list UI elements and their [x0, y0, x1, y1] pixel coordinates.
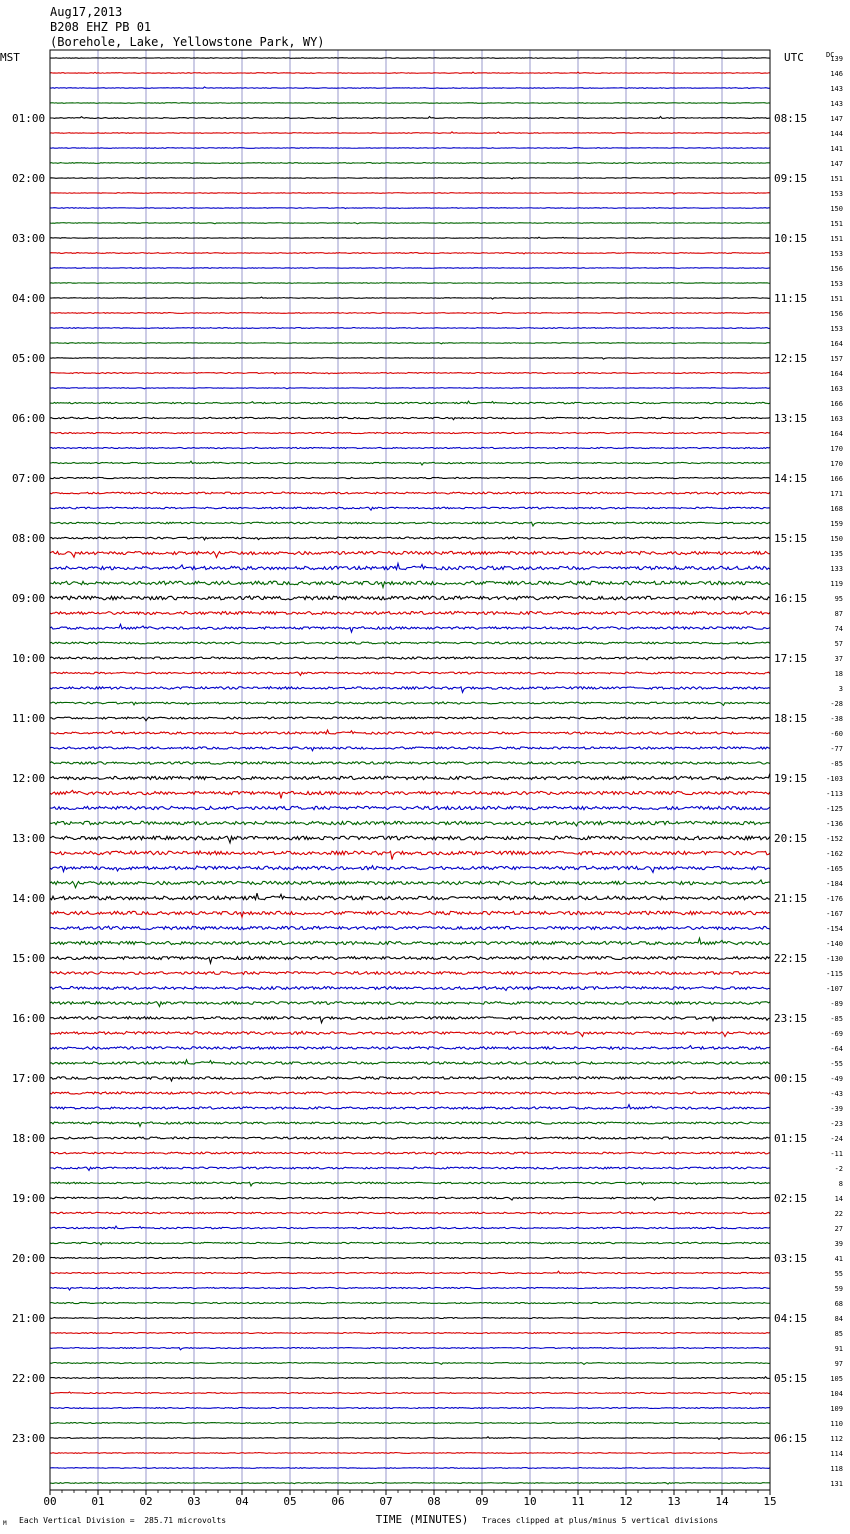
trace-line [50, 563, 770, 569]
dc-offset-label: 170 [830, 460, 843, 468]
dc-offset-label: -152 [826, 835, 843, 843]
dc-offset-label: 144 [830, 130, 843, 138]
x-tick-label: 14 [715, 1495, 729, 1508]
trace-line [50, 1031, 770, 1036]
utc-hour-label: 03:15 [774, 1252, 808, 1265]
trace-line [50, 1092, 770, 1094]
utc-hour-label: 06:15 [774, 1432, 808, 1445]
dc-offset-label: 156 [830, 310, 843, 318]
mst-hour-label: 17:00 [12, 1072, 46, 1085]
dc-offset-label: 84 [834, 1315, 843, 1323]
mst-hour-label: 08:00 [12, 532, 46, 545]
dc-offset-label: 135 [830, 550, 843, 558]
trace-line [50, 283, 770, 284]
dc-offset-label: 166 [830, 400, 843, 408]
trace-line [50, 148, 770, 149]
trace-line [50, 208, 770, 209]
trace-line [50, 522, 770, 526]
utc-hour-label: 21:15 [774, 892, 808, 905]
dc-offset-label: 39 [834, 1240, 843, 1248]
x-tick-label: 10 [523, 1495, 537, 1508]
mst-hour-label: 12:00 [12, 772, 46, 785]
dc-offset-label: 105 [830, 1375, 843, 1383]
utc-hour-label: 05:15 [774, 1372, 808, 1385]
dc-offset-label: 143 [830, 85, 843, 93]
trace-line [50, 87, 770, 89]
trace-line [50, 747, 770, 751]
trace-line [50, 388, 770, 389]
trace-line [50, 163, 770, 164]
trace-line [50, 551, 770, 557]
trace-line [50, 821, 770, 826]
dc-offset-label: 143 [830, 100, 843, 108]
dc-offset-label: -136 [826, 820, 843, 828]
mst-hour-label: 15:00 [12, 952, 46, 965]
mst-hour-label: 02:00 [12, 172, 46, 185]
x-tick-label: 08 [427, 1495, 441, 1508]
dc-offset-label: 133 [830, 565, 843, 573]
utc-hour-label: 04:15 [774, 1312, 808, 1325]
dc-offset-label: -154 [826, 925, 843, 933]
dc-offset-label: 41 [834, 1255, 843, 1263]
dc-offset-label: 87 [834, 610, 843, 618]
dc-offset-label: -130 [826, 955, 843, 963]
utc-hour-label: 00:15 [774, 1072, 808, 1085]
mst-hour-label: 19:00 [12, 1192, 46, 1205]
trace-line [50, 1437, 770, 1440]
dc-offset-label: 151 [830, 175, 843, 183]
trace-line [50, 806, 770, 809]
x-tick-label: 13 [667, 1495, 681, 1508]
vertical-division-note: Each Vertical Division = 285.71 microvolts [19, 1516, 227, 1525]
trace-line [50, 1392, 770, 1394]
trace-line [50, 773, 770, 779]
trace-line [50, 1302, 770, 1303]
dc-offset-label: -176 [826, 895, 843, 903]
mst-hour-label: 07:00 [12, 472, 46, 485]
dc-offset-label: 150 [830, 535, 843, 543]
dc-offset-label: -85 [830, 1015, 843, 1023]
dc-offset-label: -64 [830, 1045, 843, 1053]
dc-offset-label: -89 [830, 1000, 843, 1008]
dc-offset-label: 8 [838, 1180, 843, 1188]
mst-hour-label: 03:00 [12, 232, 46, 245]
utc-hour-label: 13:15 [774, 412, 808, 425]
trace-line [50, 343, 770, 344]
trace-line [50, 132, 770, 133]
utc-hour-label: 16:15 [774, 592, 808, 605]
x-tick-label: 02 [139, 1495, 153, 1508]
trace-line [50, 1377, 770, 1379]
trace-line [50, 730, 770, 734]
utc-hour-label: 22:15 [774, 952, 808, 965]
mst-hour-label: 21:00 [12, 1312, 46, 1325]
trace-line [50, 1332, 770, 1333]
trace-line [50, 492, 770, 494]
utc-hour-label: 02:15 [774, 1192, 808, 1205]
mst-hour-label: 22:00 [12, 1372, 46, 1385]
dc-offset-label: 3 [838, 685, 843, 693]
trace-line [50, 401, 770, 404]
trace-line [50, 1453, 770, 1454]
dc-offset-label: -162 [826, 850, 843, 858]
mst-hour-label: 06:00 [12, 412, 46, 425]
dc-offset-label: -43 [830, 1090, 843, 1098]
trace-line [50, 1226, 770, 1229]
trace-line [50, 72, 770, 73]
mst-axis-label: MST [0, 51, 20, 64]
dc-offset-label: 157 [830, 355, 843, 363]
trace-line [50, 762, 770, 765]
trace-line [50, 1212, 770, 1214]
trace-line [50, 702, 770, 706]
dc-offset-label: 112 [830, 1435, 843, 1443]
dc-offset-label: -165 [826, 865, 843, 873]
trace-line [50, 611, 770, 614]
dc-offset-label: -11 [830, 1150, 843, 1158]
dc-offset-label: -85 [830, 760, 843, 768]
dc-offset-label: -23 [830, 1120, 843, 1128]
dc-offset-label: 55 [834, 1270, 843, 1278]
utc-hour-label: 18:15 [774, 712, 808, 725]
dc-offset-label: 104 [830, 1390, 843, 1398]
dc-offset-label: 168 [830, 505, 843, 513]
trace-line [50, 790, 770, 798]
dc-offset-label: 97 [834, 1360, 843, 1368]
trace-group [50, 58, 770, 1484]
trace-line [50, 1347, 770, 1349]
dc-axis-label: DC [826, 51, 835, 59]
dc-offset-label: 110 [830, 1420, 843, 1428]
clipping-note: Traces clipped at plus/minus 5 vertical divisions [482, 1516, 719, 1525]
trace-line [50, 253, 770, 254]
dc-offset-label: 163 [830, 385, 843, 393]
dc-offset-label: 109 [830, 1405, 843, 1413]
trace-line [50, 417, 770, 419]
trace-line [50, 313, 770, 314]
dc-offset-label: 27 [834, 1225, 843, 1233]
utc-hour-label: 09:15 [774, 172, 808, 185]
dc-offset-label: 163 [830, 415, 843, 423]
dc-offset-label: 166 [830, 475, 843, 483]
mst-hour-label: 23:00 [12, 1432, 46, 1445]
trace-line [50, 851, 770, 860]
dc-offset-label: 147 [830, 115, 843, 123]
dc-offset-label: -38 [830, 715, 843, 723]
x-tick-label: 09 [475, 1495, 489, 1508]
dc-offset-label: -28 [830, 700, 843, 708]
trace-line [50, 926, 770, 929]
mst-hour-label: 09:00 [12, 592, 46, 605]
trace-line [50, 268, 770, 269]
trace-line [50, 911, 770, 917]
x-tick-label: 04 [235, 1495, 249, 1508]
mst-hour-label: 18:00 [12, 1132, 46, 1145]
trace-line [50, 1105, 770, 1109]
dc-offset-label: -140 [826, 940, 843, 948]
dc-offset-label: -69 [830, 1030, 843, 1038]
trace-line [50, 223, 770, 224]
trace-line [50, 237, 770, 238]
x-tick-label: 06 [331, 1495, 345, 1508]
station-label: B208 EHZ PB 01 [50, 20, 152, 34]
dc-offset-label: 91 [834, 1345, 843, 1353]
trace-line [50, 624, 770, 632]
trace-line [50, 1197, 770, 1200]
trace-line [50, 687, 770, 693]
utc-hour-label: 23:15 [774, 1012, 808, 1025]
dc-offset-label: 146 [830, 70, 843, 78]
mst-hour-label: 01:00 [12, 112, 46, 125]
trace-line [50, 1152, 770, 1154]
dc-offset-label: 119 [830, 580, 843, 588]
dc-offset-label: 139 [830, 55, 843, 63]
dc-offset-label: 153 [830, 325, 843, 333]
mst-hour-label: 11:00 [12, 712, 46, 725]
mst-hour-label: 04:00 [12, 292, 46, 305]
dc-offset-label: -55 [830, 1060, 843, 1068]
trace-line [50, 657, 770, 660]
dc-offset-label: 164 [830, 370, 843, 378]
trace-line [50, 893, 770, 900]
dc-offset-label: 151 [830, 235, 843, 243]
dc-offset-label: -39 [830, 1105, 843, 1113]
trace-line [50, 1182, 770, 1186]
trace-line [50, 461, 770, 465]
trace-line [50, 880, 770, 888]
dc-offset-label: 114 [830, 1450, 843, 1458]
x-tick-label: 05 [283, 1495, 297, 1508]
x-tick-label: 00 [43, 1495, 57, 1508]
x-tick-label: 11 [571, 1495, 585, 1508]
dc-offset-label: 164 [830, 430, 843, 438]
dc-offset-label: 131 [830, 1480, 843, 1488]
dc-offset-label: 141 [830, 145, 843, 153]
trace-line [50, 328, 770, 329]
mst-hour-label: 16:00 [12, 1012, 46, 1025]
trace-line [50, 1060, 770, 1064]
dc-offset-label: 147 [830, 160, 843, 168]
dc-offset-label: 153 [830, 280, 843, 288]
dc-offset-label: 22 [834, 1210, 843, 1218]
trace-line [50, 507, 770, 510]
mst-hour-label: 14:00 [12, 892, 46, 905]
dc-offset-label: 68 [834, 1300, 843, 1308]
x-tick-label: 01 [91, 1495, 105, 1508]
trace-line [50, 717, 770, 721]
utc-hour-label: 10:15 [774, 232, 808, 245]
trace-line [50, 1423, 770, 1424]
trace-line [50, 193, 770, 194]
date-label: Aug17,2013 [50, 5, 123, 19]
location-label: (Borehole, Lake, Yellowstone Park, WY) [50, 35, 325, 49]
dc-offset-label: -107 [826, 985, 843, 993]
trace-line [50, 1407, 770, 1408]
trace-line [50, 103, 770, 104]
dc-offset-label: 37 [834, 655, 843, 663]
trace-line [50, 1257, 770, 1258]
trace-line [50, 297, 770, 299]
x-tick-label: 12 [619, 1495, 633, 1508]
x-axis-title: TIME (MINUTES) [375, 1513, 469, 1526]
trace-line [50, 836, 770, 843]
dc-offset-label: -103 [826, 775, 843, 783]
dc-offset-label: 14 [834, 1195, 843, 1203]
trace-line [50, 1137, 770, 1139]
corner-mark: M [3, 1520, 7, 1527]
dc-offset-label: -113 [826, 790, 843, 798]
left-hour-labels [12, 112, 45, 1445]
dc-offset-label: 153 [830, 190, 843, 198]
utc-hour-label: 01:15 [774, 1132, 808, 1145]
trace-line [50, 537, 770, 540]
trace-line [50, 672, 770, 675]
trace-line [50, 1483, 770, 1484]
x-tick-label: 07 [379, 1495, 393, 1508]
dc-offset-label: -60 [830, 730, 843, 738]
dc-offset-labels [826, 55, 843, 1488]
utc-hour-label: 12:15 [774, 352, 808, 365]
trace-line [50, 938, 770, 944]
trace-line [50, 1242, 770, 1245]
dc-offset-label: 57 [834, 640, 843, 648]
trace-line [50, 866, 770, 873]
utc-hour-label: 20:15 [774, 832, 808, 845]
dc-offset-label: 59 [834, 1285, 843, 1293]
utc-hour-label: 19:15 [774, 772, 808, 785]
mst-hour-label: 20:00 [12, 1252, 46, 1265]
trace-line [50, 642, 770, 644]
utc-hour-label: 15:15 [774, 532, 808, 545]
x-tick-label: 15 [763, 1495, 777, 1508]
mst-hour-label: 05:00 [12, 352, 46, 365]
utc-hour-label: 14:15 [774, 472, 808, 485]
trace-line [50, 1468, 770, 1469]
dc-offset-label: 118 [830, 1465, 843, 1473]
trace-line [50, 372, 770, 374]
utc-hour-label: 17:15 [774, 652, 808, 665]
dc-offset-label: 156 [830, 265, 843, 273]
trace-line [50, 1362, 770, 1364]
trace-line [50, 1167, 770, 1170]
trace-line [50, 972, 770, 975]
trace-line [50, 987, 770, 991]
x-axis-ticks [43, 1490, 776, 1508]
dc-offset-label: 151 [830, 295, 843, 303]
trace-line [50, 1046, 770, 1050]
dc-offset-label: 150 [830, 205, 843, 213]
trace-line [50, 1271, 770, 1273]
dc-offset-label: -125 [826, 805, 843, 813]
dc-offset-label: -2 [834, 1165, 843, 1173]
dc-offset-label: -24 [830, 1135, 843, 1143]
trace-line [50, 1287, 770, 1290]
dc-offset-label: 171 [830, 490, 843, 498]
x-tick-label: 03 [187, 1495, 201, 1508]
trace-line [50, 58, 770, 59]
mst-hour-label: 10:00 [12, 652, 46, 665]
dc-offset-label: 170 [830, 445, 843, 453]
trace-line [50, 116, 770, 118]
trace-line [50, 1318, 770, 1320]
dc-offset-label: 95 [834, 595, 843, 603]
trace-line [50, 432, 770, 433]
trace-line [50, 596, 770, 600]
dc-offset-label: -115 [826, 970, 843, 978]
trace-line [50, 178, 770, 179]
utc-hour-label: 08:15 [774, 112, 808, 125]
trace-line [50, 358, 770, 359]
dc-offset-label: 164 [830, 340, 843, 348]
dc-offset-label: 153 [830, 250, 843, 258]
trace-line [50, 477, 770, 478]
trace-line [50, 1002, 770, 1007]
mst-hour-label: 13:00 [12, 832, 46, 845]
dc-offset-label: -167 [826, 910, 843, 918]
dc-offset-label: -184 [826, 880, 843, 888]
dc-offset-label: -49 [830, 1075, 843, 1083]
dc-offset-label: 151 [830, 220, 843, 228]
trace-line [50, 1077, 770, 1081]
dc-offset-label: 74 [834, 625, 843, 633]
trace-line [50, 1016, 770, 1022]
dc-offset-label: 18 [834, 670, 843, 678]
trace-line [50, 957, 770, 964]
dc-offset-label: 85 [834, 1330, 843, 1338]
trace-line [50, 1122, 770, 1126]
trace-line [50, 581, 770, 587]
utc-hour-label: 11:15 [774, 292, 808, 305]
dc-offset-label: 159 [830, 520, 843, 528]
utc-axis-label: UTC [784, 51, 804, 64]
dc-offset-label: -77 [830, 745, 843, 753]
trace-line [50, 447, 770, 448]
right-hour-labels [774, 112, 807, 1445]
